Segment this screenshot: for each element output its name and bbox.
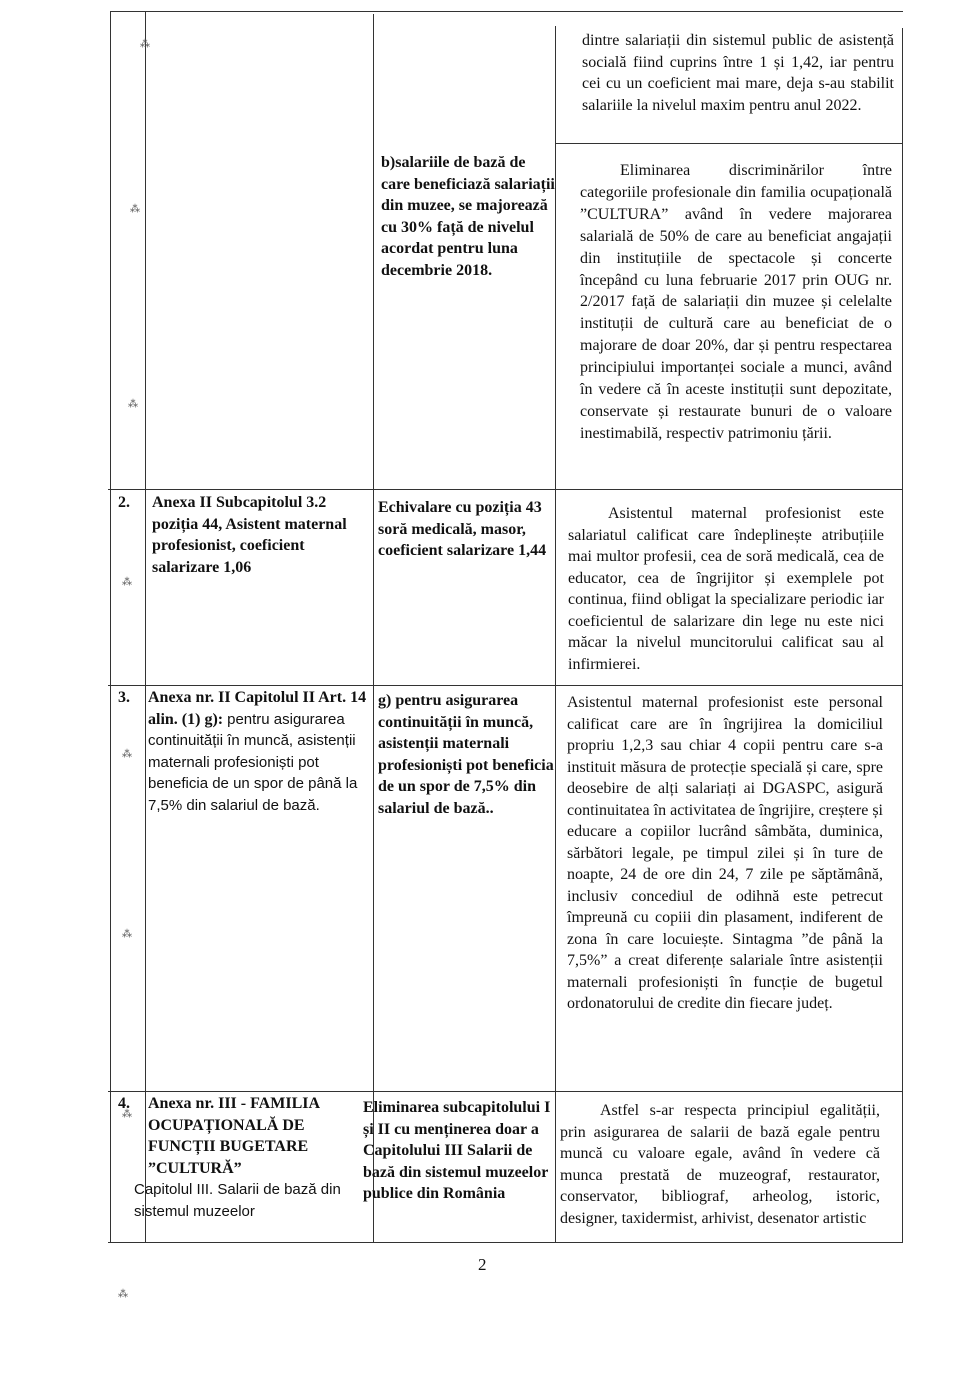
row4-current-body: Capitolul III. Salarii de bază din sistemul muzeelor — [134, 1181, 341, 1220]
row-divider-2 — [108, 489, 903, 490]
row1b-justification: Eliminarea discriminărilor între categoriile profesionale din familia ocupațională ”CULTURA” având în vedere majorarea salarială de 50% de care au beneficiat angajații din instituțiile de spectacole și concerte începând cu luna februarie 2017 prin OUG nr. 2/2017 față de salariații din muzee și celelalte instituții de cultură care au beneficiat de o majorare de doar 20%, dar și pentru respectarea principiului importanței sociale a munci, având în vedere că în aceste instituții sunt depozitate, conservate și restaurate bunuri de o valoare inestimabilă, respectiv patrimoniu țării. — [580, 162, 892, 442]
col-border-1 — [145, 11, 146, 1242]
row2-justification: Asistentul maternal profesionist este salariatul calificat care îndeplinește atribuțiile mai multor profesii, cea de soră medicală, cea de educator, cea de îngrijitor și exemplele pot continua, fiind obligat la specializare periodic iar coeficientul de salarizare din lege nu este nici măcar la nivelul muncitorului calificat sau al infirmierei. — [568, 505, 884, 673]
row-divider-4 — [108, 1091, 903, 1092]
col-border-left — [110, 11, 111, 1242]
col-border-right — [902, 28, 903, 1242]
row3-current-heading: Anexa nr. II Capitolul II Art. 14 alin. (1) g): — [148, 689, 367, 728]
scan-speck: ⁂ — [122, 1109, 132, 1120]
scan-speck: ⁂ — [140, 39, 150, 50]
col-border-2 — [373, 14, 374, 1242]
table-bottom-border — [108, 1242, 903, 1243]
row4-number: 4. — [118, 1095, 130, 1112]
scan-speck: ⁂ — [118, 1289, 128, 1300]
row3-current-body: pentru asigurarea continuității în muncă, asistenții maternali profesioniști pot beneficia de un spor de până la 7,5% din salariul de bază. — [148, 710, 358, 814]
row2-proposal: Echivalare cu poziția 43 soră medicală, masor, coeficient salarizare 1,44 — [378, 499, 547, 559]
row3-number: 3. — [118, 689, 130, 706]
scan-speck: ⁂ — [128, 399, 138, 410]
row4-current-text — [134, 1093, 372, 1222]
row-divider-1 — [555, 143, 903, 144]
page-number: 2 — [478, 1255, 487, 1274]
scan-speck: ⁂ — [122, 577, 132, 588]
row3-current-text — [148, 687, 373, 816]
scan-speck: ⁂ — [122, 749, 132, 760]
row1-justification: dintre salariații din sistemul public de asistență socială fiind cuprins între 1 și 1,42, iar pentru cei cu un coeficient mai mare, deja s-au stabilit salariile la nivelul maxim pentru anul 2022. — [582, 32, 894, 114]
row4-current-heading: Anexa nr. III - FAMILIA OCUPAȚIONALĂ DE FUNCȚII BUGETARE ”CULTURĂ” — [148, 1095, 320, 1177]
row3-justification: Asistentul maternal profesionist este personal calificat care are în îngrijirea la domiciliul propriu 1,2,3 sau chiar 4 copii pentru care s-a instituit măsura de protecție specială și care, spre deosebire de alți salariați ai DGASPC, asigură continuitatea în activitatea de îngrijire, creștere și educare a copiilor lucrând sâmbăta, duminica, sărbători legale, pe timpul zilei și în ture de noapte, 24 de ore din 24, 7 zile pe săptămână, inclusiv concediul de odihnă este petrecut împreună cu copiii din plasament, indiferent de zona în care locuiește. Sintagma ”de până la 7,5%” a creat diferențe salariale între asistenții maternali profesioniști în funcție de bugetul ordonatorului de credite din fiecare județ. — [567, 694, 883, 1012]
row3-proposal: g) pentru asigurarea continuității în muncă, asistenții maternali profesioniști pot beneficia de un spor de 7,5% din salariul de bază.. — [378, 692, 554, 817]
table-top-border — [110, 11, 903, 12]
scan-speck: ⁂ — [130, 204, 140, 215]
row4-justification: Astfel s-ar respecta principiul egalității, prin asigurarea de salarii de bază egale pentru muncă cu valoare egale, având în vedere că munca prestată de muzeograf, restaurator, conservator, bibliograf, arheolog, istoric, designer, taxidermist, arhivist, desenator artistic — [560, 1102, 880, 1227]
row2-current-text: Anexa II Subcapitolul 3.2 poziția 44, Asistent maternal profesionist, coeficient salarizare 1,06 — [152, 494, 347, 576]
row-divider-3 — [108, 685, 903, 686]
scan-speck: ⁂ — [122, 929, 132, 940]
row4-proposal: Eliminarea subcapitolului I și II cu menținerea doar a Capitolului III Salarii de bază din sistemul muzeelor publice din România — [363, 1099, 551, 1202]
row2-number: 2. — [118, 494, 130, 511]
row1b-proposal: b)salariile de bază de care beneficiază salariații din muzee, se majorează cu 30% față de nivelul acordat pentru luna decembrie 2018. — [381, 154, 555, 279]
